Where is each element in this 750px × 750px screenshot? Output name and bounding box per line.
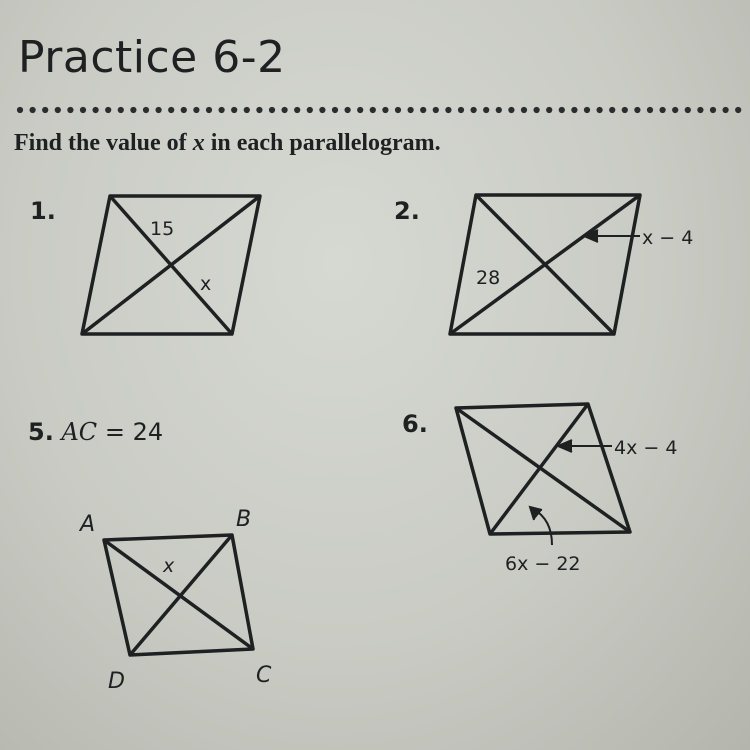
- problem-5-diagonal-bd: [130, 535, 232, 655]
- problem-6-label-callout-top: 4x − 4: [614, 437, 678, 459]
- problem-5-vertex-a: A: [80, 512, 96, 537]
- problem-6-number: 6.: [402, 410, 428, 438]
- problem-2-diagonal-b: [450, 195, 640, 334]
- instructions-variable: x: [192, 130, 205, 156]
- problem-5-number: 5.: [28, 418, 54, 446]
- problem-5-vertex-d: D: [108, 669, 125, 694]
- problem-6-callout-arrow-bottom: [530, 507, 552, 545]
- problem-5-given-value: 24: [132, 418, 164, 446]
- instructions-text-start: Find the value of: [14, 130, 193, 156]
- problem-2-label-callout: x − 4: [642, 227, 694, 249]
- problem-5-vertex-b: B: [236, 507, 252, 532]
- problem-1-label-top: 15: [150, 218, 175, 240]
- problem-2-figure: [450, 195, 640, 334]
- problem-6-diagonal-b: [490, 404, 588, 534]
- problem-2-label-segment: 28: [476, 267, 501, 289]
- problem-5-label-segment: x: [163, 555, 175, 577]
- problem-1-figure: [82, 196, 260, 334]
- problem-1-label-bottom: x: [200, 273, 212, 295]
- problem-6-figure: [456, 404, 630, 534]
- problem-6-label-callout-bottom: 6x − 22: [505, 553, 581, 575]
- problem-6-diagonal-a: [456, 408, 630, 532]
- problem-5-vertex-c: C: [256, 663, 272, 688]
- problem-1-diagonal-b: [82, 196, 260, 334]
- page-title: Practice 6-2: [18, 32, 286, 83]
- problem-5-figure: [104, 535, 253, 655]
- problem-2-number: 2.: [394, 197, 420, 225]
- problem-5-given-variable: AC: [61, 418, 98, 446]
- problem-1-number: 1.: [30, 197, 56, 225]
- instructions-text-end: in each parallelogram.: [204, 130, 441, 156]
- problem-5-given-equals: =: [104, 418, 125, 446]
